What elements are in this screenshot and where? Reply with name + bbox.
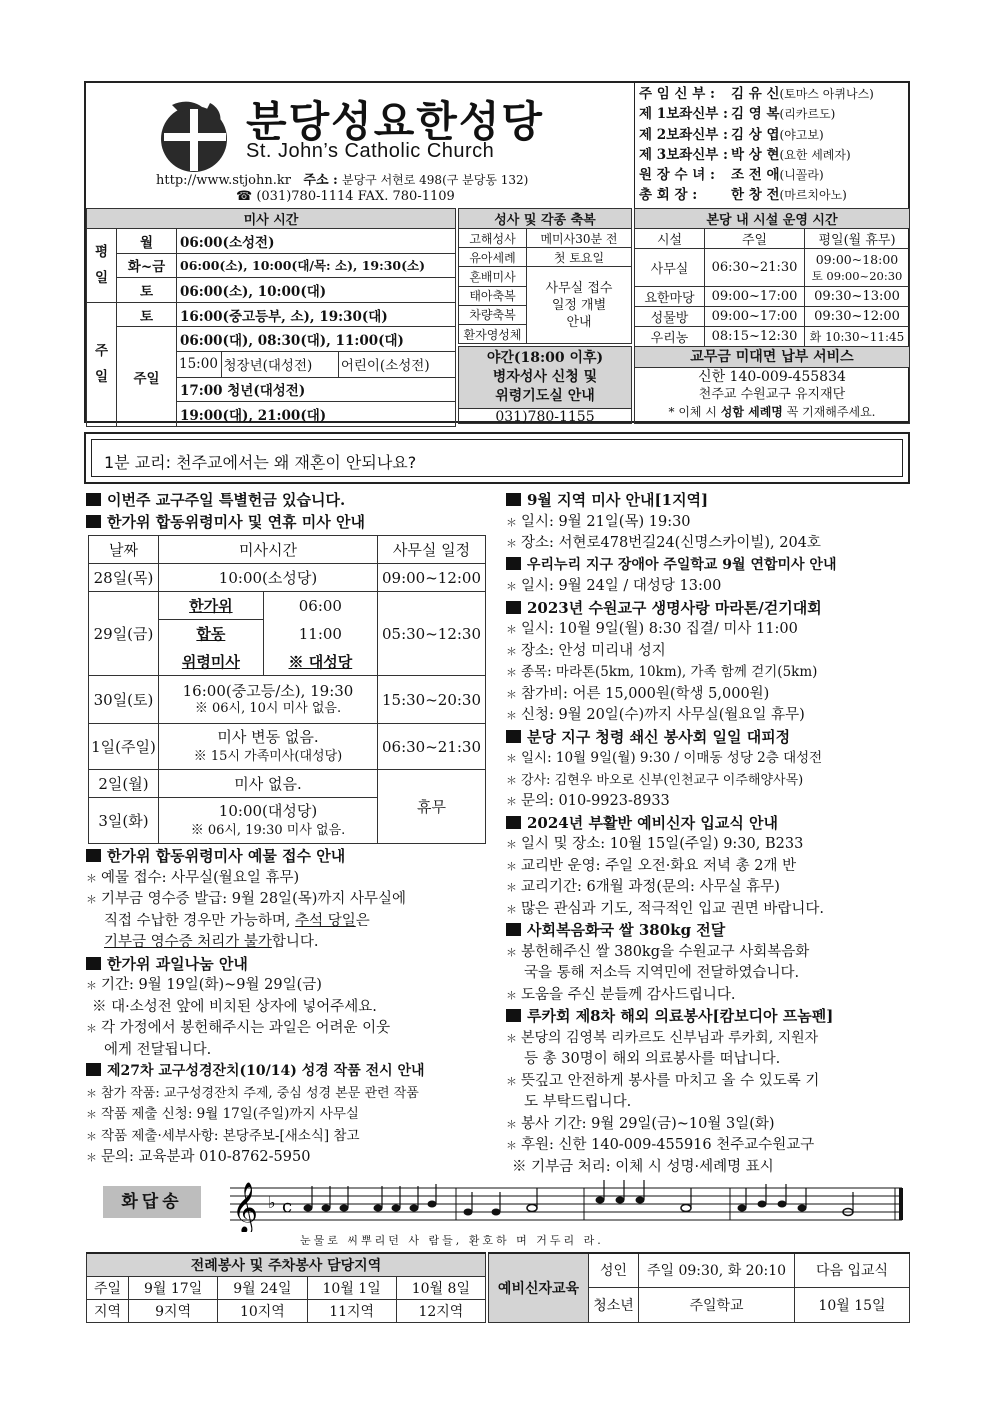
clergy-row	[639, 84, 906, 104]
notice-item: ＊ 종목: 마라톤(5km, 10km), 가족 함께 걷기(5km)	[506, 664, 818, 680]
notice-item: ＊ 강사: 김현우 바오로 신부(인천교구 이주해양사목)	[506, 772, 804, 788]
notice-bullet-icon	[506, 557, 521, 570]
catechumen-time: 주일 09:30, 화 20:10	[639, 1253, 795, 1287]
clergy-baptismal-name: (리카르도)	[779, 107, 836, 122]
facility-name: 성물방	[635, 307, 705, 327]
bulletin-header	[84, 81, 910, 423]
table-mass: 한가위	[159, 592, 264, 620]
clergy-row	[639, 145, 906, 165]
church-name-english: St. John’s Catholic Church	[246, 140, 495, 162]
notice-heading: 한가위 합동위령미사 예물 접수 안내	[86, 846, 496, 868]
donation-title: 교무금 미대면 납부 서비스	[635, 347, 909, 368]
facility-header: 주일	[705, 229, 805, 249]
sick-sacrament-info	[458, 346, 632, 424]
responsorial-psalm-label: 화답송	[103, 1186, 201, 1218]
catechumen-time: 주일학교	[639, 1287, 795, 1322]
table-mass: 10:00(소성당)	[159, 564, 378, 592]
notice-bullet-icon	[86, 957, 101, 970]
chuseok-mass-table	[88, 535, 486, 844]
duty-area: 12지역	[396, 1299, 485, 1322]
facilities-title: 본당 내 시설 운영 시간	[635, 209, 910, 229]
clergy-name: 김 영 복	[731, 106, 780, 123]
sacrament-name: 환자영성체	[459, 324, 527, 343]
notices-right	[506, 490, 910, 1178]
sacraments-table	[458, 208, 632, 344]
table-mass-note: ※ 06시, 10시 미사 없음.	[194, 700, 342, 716]
sick-phone: 031)780-1155	[459, 408, 631, 425]
facility-sunday: 09:00~17:00	[705, 287, 805, 307]
notice-item: ＊ 도움을 주신 분들께 감사드립니다.	[506, 986, 736, 1003]
notice-heading: 2024년 부활반 예비신자 입교식 안내	[506, 813, 910, 835]
clergy-role: 원 장 수 녀 :	[639, 167, 715, 184]
sick-line: 야간(18:00 이후)	[486, 350, 604, 366]
sacrament-name: 혼배미사	[459, 267, 527, 286]
facility-weekday: 09:30~13:00	[805, 287, 910, 307]
mass-time: 17:00 청년(대성전)	[177, 377, 456, 402]
mass-day: 토	[117, 302, 177, 327]
donation-note: 꼭 기재해주세요.	[782, 405, 876, 419]
clergy-row	[639, 125, 906, 145]
mass-time: 청장년(대성전)	[221, 352, 338, 377]
notice-heading: 한가위 합동위령미사 및 연휴 미사 안내	[86, 512, 496, 534]
table-header: 사무실 일정	[378, 536, 486, 564]
mass-times-title: 미사 시간	[87, 209, 456, 229]
mass-day: 화~금	[117, 253, 177, 278]
table-date: 29일(금)	[89, 592, 159, 676]
facility-header: 시설	[635, 229, 705, 249]
table-mass-note: ※ 06시, 19:30 미사 없음.	[190, 822, 346, 838]
catechumen-label: 예비신자교육	[489, 1253, 589, 1322]
table-mass: 10:00(대성당)	[218, 801, 318, 820]
notice-item: ＊ 후원: 신한 140-009-455916 천주교수원교구	[506, 1137, 815, 1153]
table-office: 05:30~12:30	[378, 592, 486, 676]
clergy-name: 김 유 신	[731, 86, 780, 102]
clergy-baptismal-name: (마르치아노)	[779, 188, 847, 203]
notice-item: ＊ 문의: 교육분과 010-8762-5950	[86, 1149, 311, 1165]
hymn-lyrics: 눈물로 씨뿌리던 사 람들, 환호하 며 거두리 라.	[300, 1234, 604, 1247]
clergy-list	[634, 83, 910, 208]
facility-name: 사무실	[635, 249, 705, 287]
table-office: 휴무	[378, 770, 486, 844]
notice-heading: 분당 지구 청령 쇄신 봉사회 일일 대피정	[506, 727, 910, 749]
notice-heading: 사회복음화국 쌀 380kg 전달	[506, 920, 910, 942]
church-identity	[86, 83, 634, 208]
mass-day: 토	[117, 278, 177, 303]
notice-item: ＊ 기부금 영수증 발급: 9월 28일(목)까지 사무실에	[86, 891, 407, 907]
duty-area-table	[86, 1252, 486, 1323]
notice-item: 직접 수납한 경우만 가능하며, 추석 당일은	[104, 912, 370, 929]
facility-weekday: 화 10:30~11:45	[805, 327, 910, 347]
notice-item: ＊ 일시 및 장소: 10월 15일(주일) 9:30, B233	[506, 836, 804, 852]
notice-item: ＊ 봉사 기간: 9월 29일(금)~10월 3일(화)	[506, 1115, 775, 1132]
mass-time: 어린이(소성전)	[340, 358, 430, 375]
church-web-address	[156, 169, 528, 188]
table-office: 09:00~12:00	[378, 564, 486, 592]
table-mass: 미사 변동 없음.	[217, 727, 319, 746]
notice-item: ＊ 봉헌해주신 쌀 380kg을 수원교구 사회복음화	[506, 943, 810, 960]
notice-heading: 우리누리 지구 장애아 주일학교 9월 연합미사 안내	[506, 555, 910, 577]
notice-item: 등 총 30명이 해외 의료봉사를 떠납니다.	[524, 1051, 781, 1067]
table-header: 미사시간	[159, 536, 378, 564]
table-mass: ※ 대성당	[263, 648, 377, 676]
notice-bullet-icon	[506, 923, 521, 936]
clergy-role: 제 1보좌신부 :	[639, 106, 728, 123]
mass-times-table	[86, 208, 456, 427]
weekday-label: 평 일	[87, 229, 117, 303]
table-date: 2일(월)	[89, 770, 159, 798]
clergy-row	[639, 165, 906, 185]
notice-item: ＊ 예물 접수: 사무실(월요일 휴무)	[86, 869, 300, 886]
notice-item: ※ 기부금 처리: 이체 시 성명·세례명 표시	[512, 1158, 774, 1175]
church-name-korean: 분당성요한성당	[246, 97, 545, 146]
table-mass-note: ※ 15시 가족미사(대성당)	[193, 748, 343, 764]
notice-heading: 루카회 제8차 해외 의료봉사[캄보디아 프놈펜]	[506, 1006, 910, 1028]
sacraments-title: 성사 및 각종 축복	[459, 209, 632, 229]
notice-item: ＊ 참가 작품: 교구성경잔치 주제, 중심 성경 본문 관련 작품	[86, 1085, 419, 1101]
catechism-text: 1분 교리: 천주교에서는 왜 재혼이 안되나요?	[91, 439, 903, 477]
mass-time: 15:00	[177, 352, 221, 377]
clergy-name: 한 창 전	[731, 187, 780, 204]
notice-item: 기부금 영수증 처리가 불가합니다.	[104, 934, 319, 950]
table-mass: 16:00(중고등/소), 19:30	[182, 681, 354, 700]
duty-area: 9지역	[129, 1299, 218, 1322]
duty-date: 9월 24일	[218, 1276, 307, 1299]
svg-text:♭: ♭	[268, 1193, 276, 1212]
table-header: 날짜	[89, 536, 159, 564]
notice-bullet-icon	[86, 849, 101, 862]
clergy-role: 제 3보좌신부 :	[639, 146, 728, 163]
sacrament-name: 유아세례	[459, 248, 527, 267]
sacrament-time: 메미사30분 전	[527, 229, 632, 248]
clergy-name: 박 상 현	[731, 146, 780, 163]
sick-line: 위령기도실 안내	[495, 388, 595, 404]
catechumen-table	[488, 1252, 910, 1323]
svg-text:c: c	[282, 1196, 293, 1217]
clergy-role: 주 임 신 부 :	[639, 86, 715, 102]
address-label: 주소 :	[303, 173, 338, 188]
website-link[interactable]: http://www.stjohn.kr	[156, 173, 291, 188]
donation-holder: 천주교 수원교구 유지재단	[698, 387, 846, 402]
notice-item: ＊ 각 가정에서 봉헌해주시는 과일은 어려운 이웃	[86, 1020, 391, 1036]
donation-note: * 이체 시	[668, 405, 721, 419]
notices-left	[86, 490, 496, 1169]
notice-bullet-icon	[506, 493, 521, 506]
mass-time: 19:00(대), 21:00(대)	[177, 402, 456, 427]
office-note: 사무실 접수 일정 개별 안내	[527, 267, 632, 344]
catechism-box	[84, 432, 910, 484]
notice-bullet-icon	[86, 1063, 101, 1076]
notice-item: ＊ 일시: 9월 21일(목) 19:30	[506, 513, 691, 530]
facility-sunday: 06:30~21:30	[705, 249, 805, 287]
facility-weekday: 09:00~18:00	[815, 251, 899, 267]
notice-item: ＊ 교리기간: 6개월 과정(문의: 사무실 휴무)	[506, 879, 780, 895]
next-ceremony-date: 10월 15일	[795, 1287, 910, 1322]
donation-account: 신한 140-009-455834	[698, 369, 846, 385]
notice-item: ※ 대·소성전 앞에 비치된 상자에 넣어주세요.	[92, 998, 377, 1015]
notice-item: ＊ 뜻깊고 안전하게 봉사를 마치고 올 수 있도록 기	[506, 1072, 820, 1089]
notice-bullet-icon	[506, 1009, 521, 1022]
donation-note-bold: 성함 세례명	[720, 405, 783, 419]
notice-heading: 9월 지역 미사 안내[1지역]	[506, 490, 910, 512]
clergy-row	[639, 104, 906, 124]
clergy-role: 제 2보좌신부 :	[639, 126, 728, 143]
table-date: 30일(토)	[89, 676, 159, 724]
notice-heading: 이번주 교구주일 특별헌금 있습니다.	[86, 490, 496, 512]
table-mass: 합동	[159, 620, 264, 648]
notice-bullet-icon	[506, 730, 521, 743]
clergy-name: 조 전 애	[731, 167, 780, 184]
mass-time: 16:00(중고등부, 소), 19:30(대)	[177, 302, 456, 327]
facility-sunday: 09:00~17:00	[705, 307, 805, 327]
church-phone: ☎ (031)780-1114 FAX. 780-1109	[236, 189, 455, 204]
table-date: 28일(목)	[89, 564, 159, 592]
clergy-baptismal-name: (요한 세례자)	[779, 147, 851, 162]
facility-sunday: 08:15~12:30	[705, 327, 805, 347]
notice-item: ＊ 일시: 10월 9일(월) 9:30 / 이매동 성당 2층 대성전	[506, 750, 823, 766]
notice-item: ＊ 일시: 9월 24일 / 대성당 13:00	[506, 578, 722, 594]
mass-day: 주일	[117, 327, 177, 426]
facility-name: 우리농	[635, 327, 705, 347]
notice-item: 국을 통해 저소득 지역민에 전달하였습니다.	[524, 965, 800, 981]
notice-item: ＊ 참가비: 어른 15,000원(학생 5,000원)	[506, 685, 770, 702]
clergy-baptismal-name: (야고보)	[779, 127, 824, 142]
notice-item: ＊ 교리반 운영: 주일 오전·화요 저녁 총 2개 반	[506, 857, 797, 874]
notice-item: ＊ 장소: 안성 미리내 성지	[506, 642, 666, 659]
next-ceremony-label: 다음 입교식	[795, 1253, 910, 1287]
clergy-name: 김 상 엽	[731, 126, 780, 143]
duty-row-label: 지역	[87, 1299, 129, 1322]
sunday-label: 주 일	[87, 302, 117, 426]
clergy-role: 총 회 장 :	[639, 187, 698, 204]
table-office: 06:30~21:30	[378, 724, 486, 770]
table-mass: 06:00	[263, 592, 377, 620]
address-text: 분당구 서현로 498(구 분당동 132)	[341, 173, 529, 187]
clergy-row	[639, 185, 906, 205]
notice-item: ＊ 장소: 서현로478번길24(신명스카이빌), 204호	[506, 535, 821, 551]
notice-item: ＊ 문의: 010-9923-8933	[506, 793, 670, 809]
notice-item: ＊ 작품 제출·세부사항: 본당주보-[새소식] 참고	[86, 1127, 360, 1144]
notice-item: ＊ 작품 제출 신청: 9월 17일(주일)까지 사무실	[86, 1106, 359, 1122]
mass-time: 06:00(소), 10:00(대)	[177, 278, 456, 303]
table-mass: 미사 없음.	[159, 770, 378, 798]
notice-item: ＊ 신청: 9월 20일(수)까지 사무실(월요일 휴무)	[506, 707, 805, 723]
sacrament-name: 태아축복	[459, 286, 527, 305]
sacrament-time: 첫 토요일	[527, 248, 632, 267]
church-logo-icon	[154, 97, 238, 173]
notice-bullet-icon	[86, 515, 101, 528]
sacrament-name: 차량축복	[459, 305, 527, 324]
duty-row-label: 주일	[87, 1276, 129, 1299]
svg-text:𝄞: 𝄞	[232, 1182, 259, 1232]
duty-date: 10월 1일	[307, 1276, 396, 1299]
mass-day: 월	[117, 229, 177, 254]
clergy-baptismal-name: (토마스 아퀴나스)	[779, 87, 874, 101]
notice-item: 에게 전달됩니다.	[104, 1041, 212, 1058]
table-mass: 위령미사	[159, 648, 264, 676]
notice-heading: 한가위 과일나눔 안내	[86, 954, 496, 976]
notice-item: ＊ 일시: 10월 9일(월) 8:30 집결/ 미사 11:00	[506, 621, 798, 637]
table-office: 15:30~20:30	[378, 676, 486, 724]
facilities-table	[634, 208, 910, 347]
catechumen-group: 성인	[589, 1253, 639, 1287]
duty-title: 전례봉사 및 주차봉사 담당지역	[87, 1253, 486, 1276]
mass-time: 06:00(소성전)	[177, 229, 456, 254]
notice-bullet-icon	[86, 493, 101, 506]
donation-info	[634, 346, 910, 424]
table-date: 3일(화)	[89, 798, 159, 844]
duty-area: 10지역	[218, 1299, 307, 1322]
notice-item: 도 부탁드립니다.	[524, 1094, 632, 1110]
clergy-baptismal-name: (니꼴라)	[779, 168, 824, 183]
sick-line: 병자성사 신청 및	[492, 369, 598, 385]
facility-weekday: 09:30~12:00	[805, 307, 910, 327]
duty-date: 9월 17일	[129, 1276, 218, 1299]
table-mass: 11:00	[263, 620, 377, 648]
notice-item: ＊ 기간: 9월 19일(화)~9월 29일(금)	[86, 977, 322, 993]
notice-bullet-icon	[506, 816, 521, 829]
facility-weekday: 토 09:00~20:30	[811, 268, 903, 283]
table-date: 1일(주일)	[89, 724, 159, 770]
duty-date: 10월 8일	[396, 1276, 485, 1299]
notice-heading: 제27차 교구성경잔치(10/14) 성경 작품 전시 안내	[86, 1061, 496, 1083]
mass-time: 06:00(소), 10:00(대/목: 소), 19:30(소)	[177, 253, 456, 278]
notice-item: ＊ 본당의 김영복 리카르도 신부님과 루카회, 지원자	[506, 1029, 819, 1046]
music-score-icon	[230, 1180, 910, 1232]
notice-item: ＊ 많은 관심과 기도, 적극적인 입교 권면 바랍니다.	[506, 900, 825, 917]
notice-heading: 2023년 수원교구 생명사랑 마라톤/걷기대회	[506, 598, 910, 620]
duty-area: 11지역	[307, 1299, 396, 1322]
mass-time: 06:00(대), 08:30(대), 11:00(대)	[177, 327, 456, 352]
facility-header: 평일(월 휴무)	[805, 229, 910, 249]
notice-bullet-icon	[506, 601, 521, 614]
catechumen-group: 청소년	[589, 1287, 639, 1322]
sacrament-name: 고해성사	[459, 229, 527, 248]
facility-name: 요한마당	[635, 287, 705, 307]
